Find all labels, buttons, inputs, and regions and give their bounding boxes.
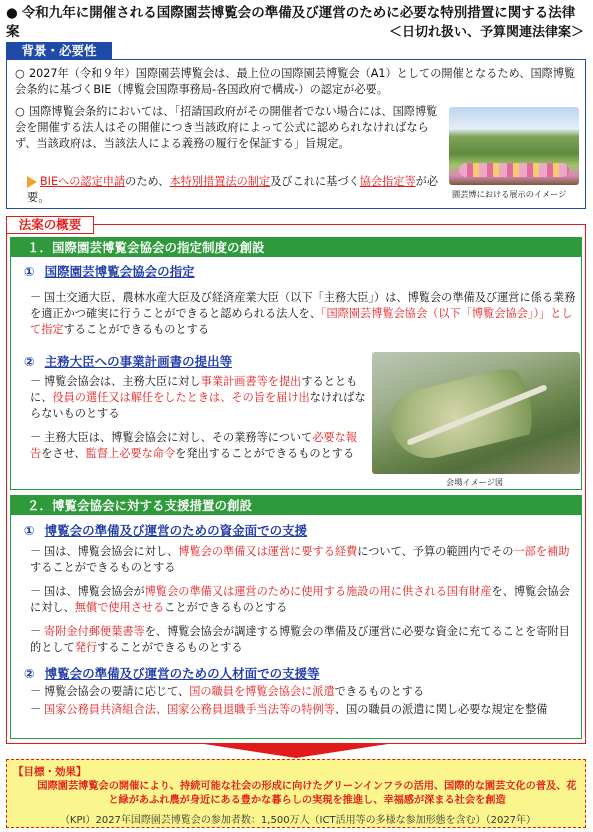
- background-conclusion: [27, 174, 447, 206]
- dash-mark: －: [30, 585, 42, 598]
- section-2-item-3: [30, 624, 578, 656]
- sub-title: 博覧会の準備及び運営のための人材面での支援等: [44, 666, 320, 681]
- item-highlight: 博覧会の準備又は運営に要する経費: [178, 545, 358, 558]
- circle-mark: ○: [15, 67, 25, 80]
- section-2-item-4: [30, 684, 578, 700]
- sub-number: ①: [24, 523, 35, 538]
- dash-mark: －: [30, 431, 42, 444]
- section-2-sub-2: [24, 664, 320, 682]
- venue-image: [372, 352, 580, 474]
- goal-text: 国際園芸博覧会の開催により、持続可能な社会の形成に向けたグリーンインフラの活用、国際的な園芸文化の普及、花と緑があふれ農が身近にある豊かな暮らしの実現を推進し、幸福感が深まる社会を創造: [37, 781, 577, 806]
- background-box: [6, 59, 586, 209]
- section-1-sub-2-item-1: [30, 374, 366, 422]
- section-1-title: １．国際園芸博覧会協会の指定制度の創設: [11, 238, 581, 257]
- goal-box: [6, 759, 586, 828]
- item-highlight: 「国際園芸博覧会協会（以下「博覧会協会」）」として指定: [30, 307, 573, 336]
- venue-image-caption: 会場イメージ図: [446, 477, 504, 487]
- item-highlight: 一部を補助: [513, 545, 570, 558]
- item-text: 主務大臣は、博覧会協会に対し、その業務等について: [44, 431, 313, 444]
- goal-kpi: （KPI）2027年国際園芸博覧会の参加者数：1,500万人（ICT活用等の多様な参加形態を含む）（2027年）: [59, 815, 537, 826]
- law-enactment: 本特別措置法の制定: [169, 175, 271, 188]
- conclusion-text: 及びこれに基づく: [270, 175, 360, 188]
- item-text: 国は、博覧会協会に対し、: [44, 545, 179, 558]
- dash-mark: －: [30, 685, 42, 698]
- item-text: 国土交通大臣、農林水産大臣及び経済産業大臣（以下「主務大臣」）は、博覧会の準備及び運営に係る業務を適正かつ確実に行うことができると認められる法人を、: [30, 291, 576, 320]
- item-text: 博覧会協会の要請に応じて、: [44, 685, 190, 698]
- item-highlight: 博覧会の準備又は運営のために使用する施設の用に供される国有財産: [144, 585, 492, 598]
- sub-title: 国際園芸博覧会協会の指定: [44, 264, 195, 279]
- section-1-sub-2-item-2: [30, 430, 366, 462]
- dash-mark: －: [30, 375, 42, 388]
- bie-application: BIEへの認定申請: [40, 175, 126, 188]
- garden-image-caption: 園芸博における展示のイメージ: [452, 189, 567, 199]
- item-text: することができるものとする: [30, 561, 176, 574]
- arrow-right-icon: [27, 176, 37, 188]
- item-highlight: 国家公務員共済組合法、国家公務員退職手当法等の特例等: [44, 703, 335, 716]
- item-highlight: 寄附金付郵便葉書等: [44, 625, 145, 638]
- dash-mark: －: [30, 291, 42, 304]
- dash-mark: －: [30, 625, 42, 638]
- item-highlight: 事業計画書等を提出: [200, 375, 302, 388]
- down-arrow-icon: [204, 744, 388, 758]
- law-outline-label: 法案の概要: [6, 216, 94, 234]
- item-highlight: 国の職員を博覧会協会に派遣: [189, 685, 335, 698]
- background-text-2: 国際博覧会条約においては、「招請国政府がその開催者でない場合には、国際博覧会を開催する法人はその開催につき当該政府によって公式に認められなければならず、当該政府は、当該法人による義務の履行を保証する」旨規定。: [15, 105, 438, 150]
- sub-number: ②: [24, 354, 35, 369]
- item-text: を、博覧会協会が調達する博覧会の準備及び運営に必要な資金に充てることを寄附目的として: [30, 625, 570, 654]
- item-text: できるものとする: [334, 685, 425, 698]
- title-subtitle: ＜日切れ扱い、予算関連法律案＞: [388, 25, 584, 40]
- sub-number: ②: [24, 666, 35, 681]
- background-paragraph-1: [15, 66, 581, 98]
- conclusion-text: のため、: [125, 175, 170, 188]
- section-1-sub-1-item: [30, 290, 578, 338]
- item-text: 国は、博覧会協会が: [44, 585, 145, 598]
- title-bullet: ●: [6, 5, 18, 21]
- section-2-sub-1: [24, 521, 307, 539]
- association-designation: 協会指定等: [359, 175, 416, 188]
- item-text: を発出することができるものとする: [175, 447, 355, 460]
- circle-mark: ○: [15, 105, 25, 118]
- document-title: [6, 4, 588, 42]
- section-1-sub-1: [24, 262, 195, 280]
- section-2-item-2: [30, 584, 578, 616]
- item-text: 、国の職員の派遣に関し必要な規定を整備: [334, 703, 548, 716]
- sub-number: ①: [24, 264, 35, 279]
- background-text-1: 2027年（令和９年）国際園芸博覧会は、最上位の国際園芸博覧会（A1）としての開催となるため、国際博覧会条約に基づくBIE（博覧会国際事務局-各国政府で構成-）の認定が必要。: [15, 67, 576, 96]
- item-text: をさせ、: [41, 447, 86, 460]
- background-label: 背景・必要性: [6, 42, 112, 60]
- item-highlight: 無償で使用させる: [74, 601, 165, 614]
- section-1-sub-2: [24, 352, 232, 370]
- dash-mark: －: [30, 545, 42, 558]
- item-text: ことができるものとする: [164, 601, 288, 614]
- item-text: することができるものとする: [63, 323, 210, 336]
- background-paragraph-2: [15, 104, 441, 152]
- garden-exhibition-image: [449, 107, 579, 185]
- item-text: することができるものとする: [97, 641, 243, 654]
- conclusion-text: が必要。: [27, 175, 439, 204]
- item-highlight: 発行: [74, 641, 98, 654]
- goal-label: 【目標・効果】: [13, 766, 87, 778]
- section-2-title: ２．博覧会協会に対する支援措置の創設: [11, 496, 581, 515]
- item-highlight: 必要な報告: [30, 431, 358, 460]
- item-text: なければならないものとする: [30, 391, 366, 420]
- section-2-item-1: [30, 544, 578, 576]
- item-highlight: 監督上必要な命令: [85, 447, 176, 460]
- item-text: について、予算の範囲内でその: [357, 545, 514, 558]
- item-text: を、博覧会協会に対し、: [30, 585, 570, 614]
- title-text: 令和九年に開催される国際園芸博覧会の準備及び運営のために必要な特別措置に関する法律案: [6, 5, 576, 40]
- section-2-item-5: [30, 702, 578, 718]
- item-highlight: 役員の選任又は解任をしたときは、その旨を届け出: [52, 391, 310, 404]
- item-text: 博覧会協会は、主務大臣に対し: [44, 375, 201, 388]
- sub-title: 博覧会の準備及び運営のための資金面での支援: [44, 523, 308, 538]
- item-text: するとともに、: [30, 375, 358, 404]
- sub-title: 主務大臣への事業計画書の提出等: [44, 354, 233, 369]
- dash-mark: －: [30, 703, 42, 716]
